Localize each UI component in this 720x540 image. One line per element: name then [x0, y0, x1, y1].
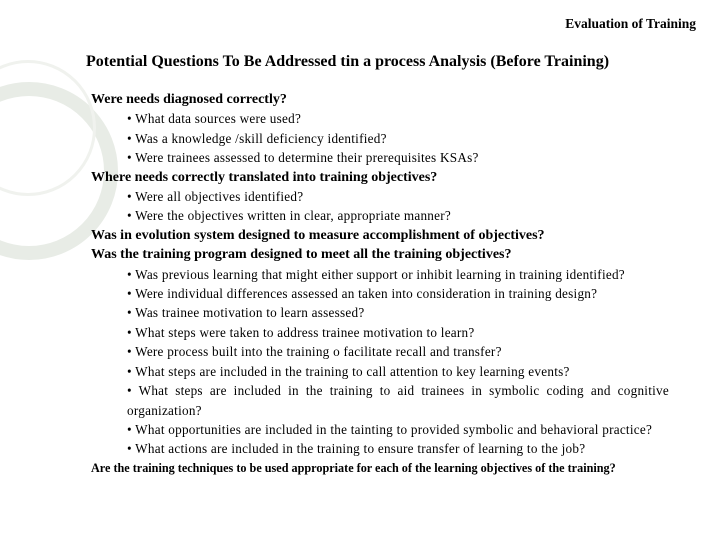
content-body — [91, 90, 669, 477]
bullet-item: • What actions are included in the training to ensure transfer of learning to the job? — [127, 441, 586, 457]
question-heading: Where needs correctly translated into training objectives? — [91, 169, 438, 185]
page-title: Potential Questions To Be Addressed tin a process Analysis (Before Training) — [86, 53, 610, 70]
bullet-item: • Were trainees assessed to determine their prerequisites KSAs? — [127, 150, 479, 166]
question-heading: Were needs diagnosed correctly? — [91, 92, 287, 107]
bullet-item: • Was a knowledge /skill deficiency identified? — [127, 130, 387, 146]
bullet-item: • Were process built into the training o facilitate recall and transfer? — [127, 344, 502, 360]
bullet-item: • What data sources were used? — [127, 111, 302, 127]
bullet-item: • What steps were taken to address trainee motivation to learn? — [127, 324, 475, 340]
closing-question: Are the training techniques to be used appropriate for each of the learning objectives of the training? — [91, 460, 616, 475]
question-heading: Was in evolution system designed to measure accomplishment of objectives? — [91, 227, 545, 243]
bullet-item: • Were individual differences assessed an taken into consideration in training design? — [127, 286, 598, 302]
question-heading: Was the training program designed to meet all the training objectives? — [91, 247, 512, 263]
header-title: Evaluation of Training — [565, 16, 696, 31]
bullet-item: • What steps are included in the training to call attention to key learning events? — [127, 363, 570, 379]
bullet-item: • Was trainee motivation to learn assessed? — [127, 305, 365, 321]
decorative-ring-thin — [0, 60, 96, 196]
bullet-item: • What steps are included in the training to aid trainees in symbolic coding and cognitive organization? — [127, 383, 669, 418]
bullet-item: • What opportunities are included in the tainting to provided symbolic and behavioral practice? — [127, 421, 653, 437]
bullet-item: • Was previous learning that might either support or inhibit learning in training identified? — [127, 266, 625, 282]
bullet-item: • Were all objectives identified? — [127, 189, 304, 205]
bullet-item: • Were the objectives written in clear, appropriate manner? — [127, 208, 452, 224]
